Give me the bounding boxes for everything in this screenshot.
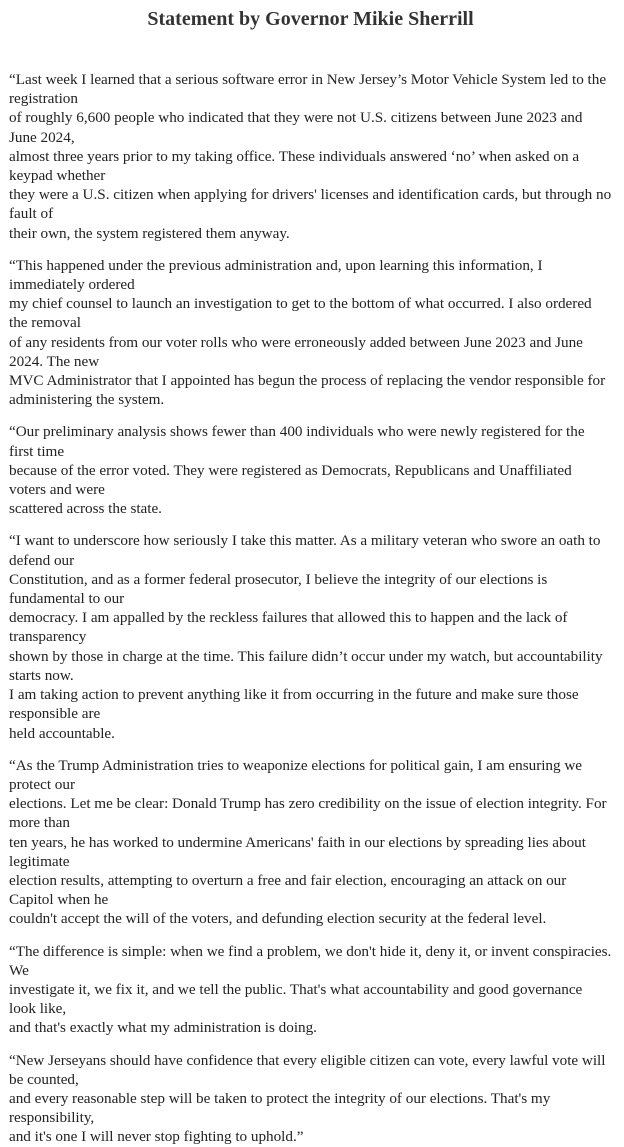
statement-paragraph-5: “As the Trump Administration tries to weaponize elections for political gain, I am ensuring we protect our elections. Let me be clear: Donald Trump has zero credibility on the issue of election integrity. For more than ten years, he has worked to undermine Americans' faith in our elections by spreading lies about legitimate election results, attempting to overturn a free and fair election, encouraging an attack on our Capitol when he couldn't accept the will of the voters, and defunding election security at the federal level. [9, 756, 607, 928]
statement-paragraph-3: “Our preliminary analysis shows fewer than 400 individuals who were newly registered for the first time because of the error voted. They were registered as Democrats, Republicans and Unaffiliated voters and were scattered across the state. [9, 423, 585, 518]
statement-title: Statement by Governor Mikie Sherrill [147, 8, 474, 30]
statement-paragraph-4: “I want to underscore how seriously I take this matter. As a military veteran who swore an oath to defend our Constitution, and as a former federal prosecutor, I believe the integrity of our elections is fundamental to our democracy. I am appalled by the reckless failures that allowed this to happen and the lack of transparency shown by those in charge at the time. This failure didn’t occur under my watch, but accountability starts now. I am taking action to prevent anything like it from occurring in the future and make sure those responsible are held accountable. [9, 532, 603, 742]
statement-body [9, 70, 612, 1147]
statement-paragraph-7: “New Jerseyans should have confidence that every eligible citizen can vote, every lawful vote will be counted, and every reasonable step will be taken to protect the integrity of our elections. That's my responsibility, and it's one I will never stop fighting to uphold.” [9, 1051, 606, 1146]
statement-paragraph-6: “The difference is simple: when we find a problem, we don't hide it, deny it, or invent conspiracies. We investigate it, we fix it, and we tell the public. That's what accountability and good governance look like, and that's exactly what my administration is doing. [9, 942, 612, 1037]
statement-paragraph-1: “Last week I learned that a serious software error in New Jersey’s Motor Vehicle System led to the registration of roughly 6,600 people who indicated that they were not U.S. citizens between June 2023 and June 2024, almost three years prior to my taking office. These individuals answered ‘no’ when asked on a keypad whether they were a U.S. citizen when applying for drivers' licenses and identification cards, but through no fault of their own, the system registered them anyway. [9, 71, 612, 242]
statement-paragraph-2: “This happened under the previous administration and, upon learning this information, I immediately ordered my chief counsel to launch an investigation to get to the bottom of what occurred. I also ordered the removal of any residents from our voter rolls who were erroneously added between June 2023 and June 2024. The new MVC Administrator that I appointed has begun the process of replacing the vendor responsible for administering the system. [9, 256, 606, 409]
